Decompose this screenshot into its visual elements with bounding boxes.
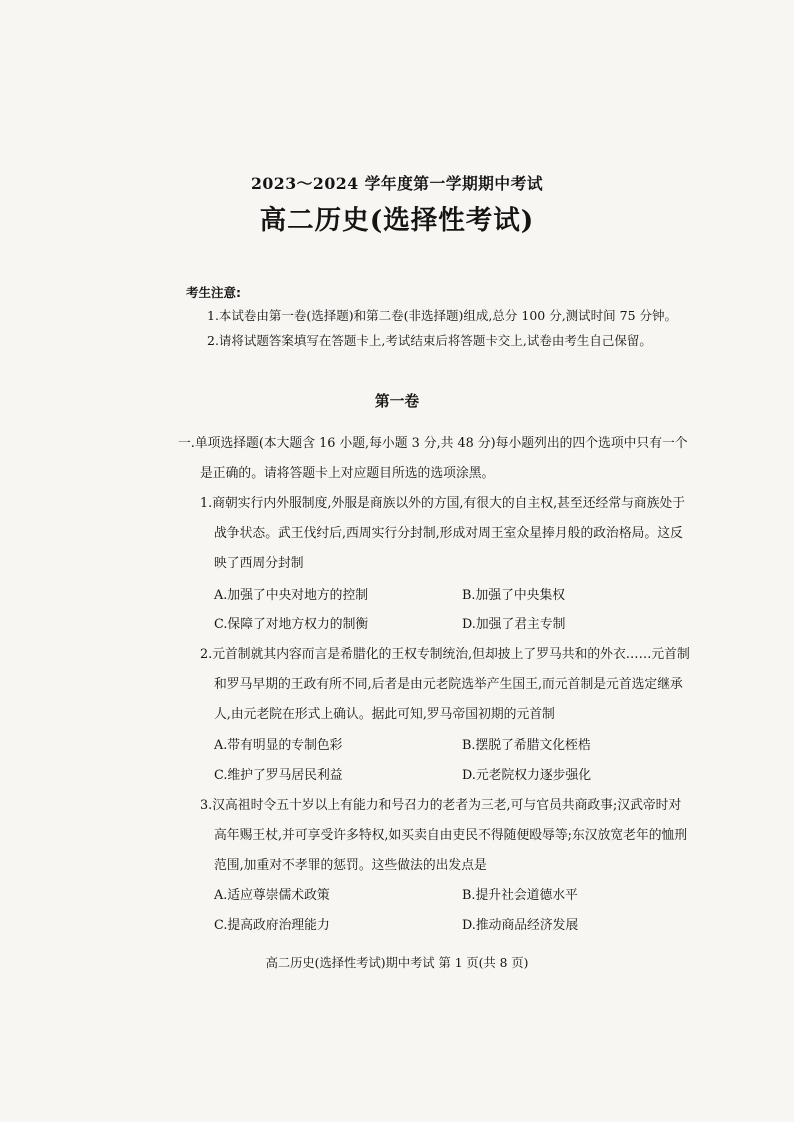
question-1-line1: 1.商朝实行内外服制度,外服是商族以外的方国,有很大的自主权,甚至还经常与商族处于 xyxy=(200,496,686,511)
question-1-line2: 战争状态。武王伐纣后,西周实行分封制,形成对周王室众星捧月般的政治格局。这反 xyxy=(214,526,683,541)
section-instruction-line1: 一.单项选择题(本大题含 16 小题,每小题 3 分,共 48 分)每小题列出的四个选项中只有一个 xyxy=(178,436,688,451)
question-1-line3: 映了西周分封制 xyxy=(214,556,304,571)
page-footer: 高二历史(选择性考试)期中考试 第 1 页(共 8 页) xyxy=(265,956,529,970)
exam-year-title: 2023～2024 学年度第一学期期中考试 xyxy=(250,174,544,193)
question-3-option-c: C.提高政府治理能力 xyxy=(214,918,330,933)
question-2-option-d: D.元老院权力逐步强化 xyxy=(462,768,592,783)
question-1-option-b: B.加强了中央集权 xyxy=(462,588,566,603)
question-2-option-b: B.摆脱了希腊文化桎梏 xyxy=(462,738,591,753)
question-2-line3: 人,由元老院在形式上确认。据此可知,罗马帝国初期的元首制 xyxy=(214,707,555,722)
question-1-option-a: A.加强了中央对地方的控制 xyxy=(214,588,369,603)
notice-item-2: 2.请将试题答案填写在答题卡上,考试结束后将答题卡交上,试卷由考生自己保留。 xyxy=(207,333,652,348)
question-2-line2: 和罗马早期的王政有所不同,后者是由元老院选举产生国王,而元首制是元首选定继承 xyxy=(214,677,683,692)
question-1-option-c: C.保障了对地方权力的制衡 xyxy=(214,617,369,632)
question-2-option-a: A.带有明显的专制色彩 xyxy=(214,738,343,753)
question-3-line1: 3.汉高祖时令五十岁以上有能力和号召力的老者为三老,可与官员共商政事;汉武帝时对 xyxy=(200,798,682,813)
exam-subject-title: 高二历史(选择性考试) xyxy=(259,205,535,236)
question-3-line2: 高年赐王杖,并可享受许多特权,如买卖自由吏民不得随便殴辱等;东汉放宽老年的恤刑 xyxy=(214,828,688,843)
notice-item-1: 1.本试卷由第一卷(选择题)和第二卷(非选择题)组成,总分 100 分,测试时间 75 分钟。 xyxy=(207,308,678,323)
question-3-option-d: D.推动商品经济发展 xyxy=(462,918,579,933)
question-3-line3: 范围,加重对不孝罪的惩罚。这些做法的出发点是 xyxy=(214,858,487,873)
question-1-option-d: D.加强了君主专制 xyxy=(462,617,566,632)
question-3-option-a: A.适应尊崇儒术政策 xyxy=(214,888,330,903)
section-title: 第一卷 xyxy=(374,393,420,410)
question-3-option-b: B.提升社会道德水平 xyxy=(462,888,578,903)
section-instruction-line2: 是正确的。请将答题卡上对应题目所选的选项涂黑。 xyxy=(200,466,495,481)
notice-heading: 考生注意: xyxy=(186,285,241,300)
question-2-option-c: C.维护了罗马居民利益 xyxy=(214,768,343,783)
question-2-line1: 2.元首制就其内容而言是希腊化的王权专制统治,但却披上了罗马共和的外衣……元首制 xyxy=(200,647,690,662)
